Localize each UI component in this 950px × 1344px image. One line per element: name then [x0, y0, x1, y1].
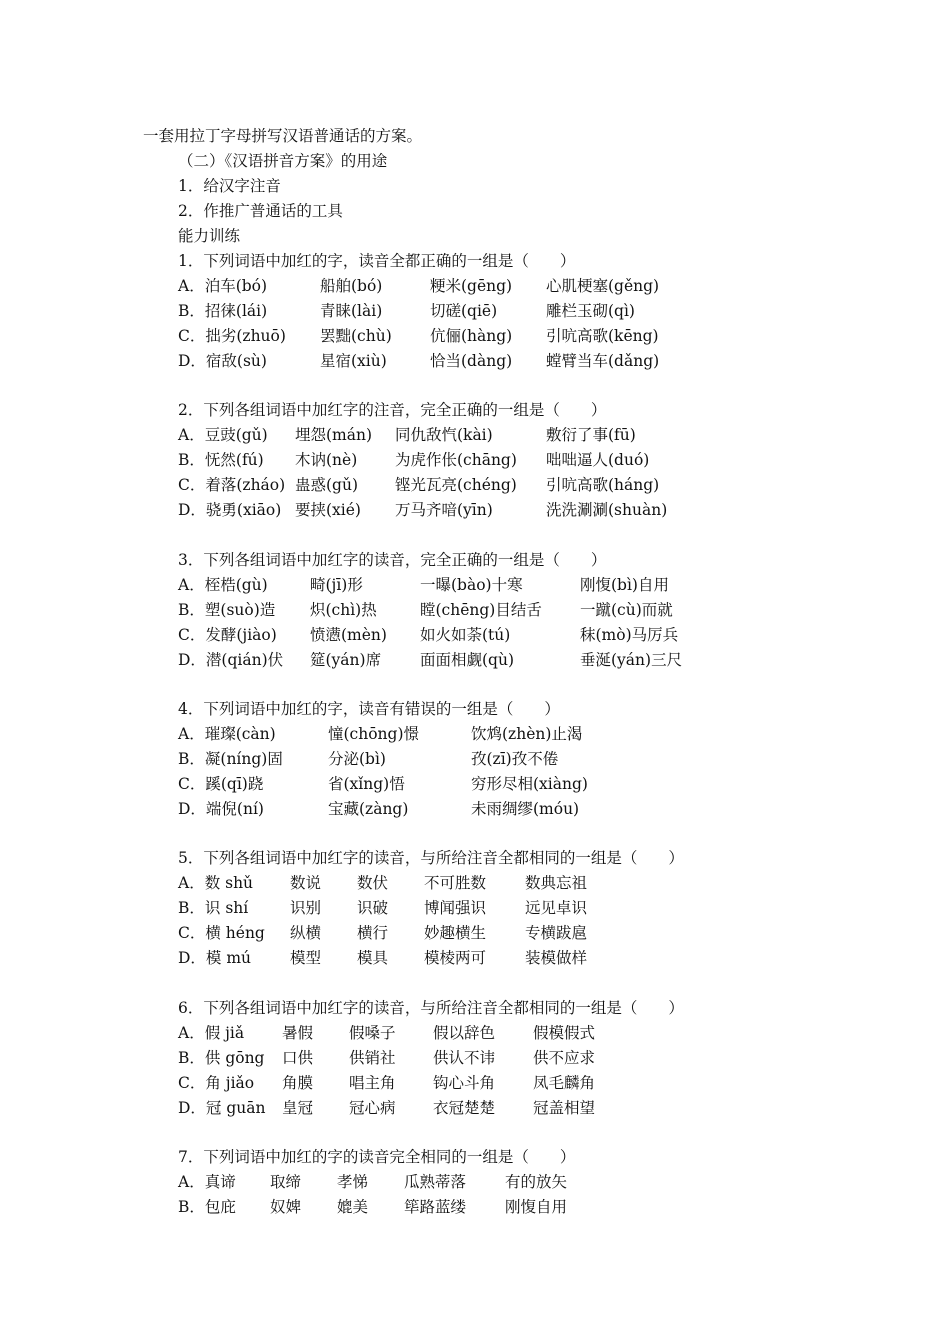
option-cell: B．凝(níng)固 [178, 750, 283, 768]
option-cell: 为虎作伥(chāng) [395, 451, 517, 469]
option-cell: 伉俪(hàng) [430, 327, 513, 345]
option-cell: 船舶(bó) [320, 277, 383, 295]
option-cell: D．宿敌(sù) [178, 352, 267, 370]
option-cell: B．怃然(fú) [178, 451, 264, 469]
option-cell: C．角 jiǎo [178, 1074, 255, 1092]
option-cell: B．招徕(lái) [178, 302, 268, 320]
option-cell: 畸(jī)形 [310, 576, 363, 594]
option-cell: 木讷(nè) [295, 451, 358, 469]
option-cell: 筵(yán)席 [310, 651, 382, 669]
option-cell: 模具 [357, 949, 389, 967]
option-cell: 切磋(qiē) [430, 302, 498, 320]
option-cell: 憧(chōng)憬 [328, 725, 419, 743]
question-stem: 1．下列词语中加红的字，读音全都正确的一组是（ ） [178, 252, 576, 270]
option-cell: 罢黜(chù) [320, 327, 392, 345]
option-cell: 愤懑(mèn) [310, 626, 387, 644]
option-cell: C．横 héng [178, 924, 265, 942]
option-cell: 假模假式 [533, 1024, 596, 1042]
use-item-2: 2．作推广普通话的工具 [178, 202, 343, 220]
option-cell: 瞠(chēng)目结舌 [420, 601, 542, 619]
option-cell: 有的放矢 [505, 1173, 568, 1191]
option-cell: C．着落(zháo) [178, 476, 286, 494]
option-cell: 数说 [290, 874, 322, 892]
option-cell: 敷衍了事(fū) [546, 426, 636, 444]
option-cell: 一曝(bào)十寒 [420, 576, 523, 594]
option-cell: 埋怨(mán) [295, 426, 373, 444]
option-cell: D．模 mú [178, 949, 252, 967]
intro-line-1: 一套用拉丁字母拼写汉语普通话的方案。 [143, 127, 423, 145]
option-cell: 分泌(bì) [328, 750, 386, 768]
option-cell: 恰当(dàng) [430, 352, 513, 370]
question-stem: 6．下列各组词语中加红字的读音，与所给注音全都相同的一组是（ ） [178, 999, 684, 1017]
option-cell: A．假 jiǎ [178, 1024, 245, 1042]
exercise-heading: 能力训练 [178, 227, 241, 245]
option-cell: 识破 [357, 899, 389, 917]
option-cell: 奴婢 [270, 1198, 302, 1216]
option-cell: D．潜(qián)伏 [178, 651, 284, 669]
option-cell: 垂涎(yán)三尺 [580, 651, 683, 669]
option-cell: 饮鸩(zhèn)止渴 [471, 725, 583, 743]
option-cell: A．泊车(bó) [178, 277, 268, 295]
option-cell: 如火如荼(tú) [420, 626, 511, 644]
option-cell: 孜(zī)孜不倦 [471, 750, 559, 768]
option-cell: B．塑(suò)造 [178, 601, 276, 619]
option-cell: C．蹊(qī)跷 [178, 775, 264, 793]
option-cell: 博闻强识 [424, 899, 487, 917]
option-cell: 引吭高歌(kēng) [546, 327, 659, 345]
option-cell: 刚愎(bì)自用 [580, 576, 669, 594]
option-cell: 一蹴(cù)而就 [580, 601, 673, 619]
option-cell: 万马齐喑(yīn) [395, 501, 493, 519]
option-cell: 供销社 [349, 1049, 396, 1067]
option-cell: 雕栏玉砌(qì) [546, 302, 635, 320]
question-stem: 2．下列各组词语中加红字的注音，完全正确的一组是（ ） [178, 401, 607, 419]
question-stem: 7．下列词语中加红的字的读音完全相同的一组是（ ） [178, 1148, 576, 1166]
option-cell: 蛊惑(gǔ) [295, 476, 358, 494]
option-cell: 取缔 [270, 1173, 302, 1191]
option-cell: 要挟(xié) [295, 501, 361, 519]
option-cell: 秣(mò)马厉兵 [580, 626, 679, 644]
option-cell: 钩心斗角 [433, 1074, 496, 1092]
option-cell: 数典忘祖 [525, 874, 588, 892]
option-cell: 面面相觑(qù) [420, 651, 514, 669]
option-cell: A．真谛 [178, 1173, 236, 1191]
option-cell: 专横跋扈 [525, 924, 588, 942]
option-cell: A．数 shǔ [178, 874, 254, 892]
option-cell: 口供 [282, 1049, 314, 1067]
option-cell: 唱主角 [349, 1074, 396, 1092]
option-cell: A．桎梏(gù) [178, 576, 268, 594]
option-cell: 冠盖相望 [533, 1099, 596, 1117]
option-cell: 心肌梗塞(gěng) [546, 277, 660, 295]
option-cell: 穷形尽相(xiàng) [471, 775, 588, 793]
option-cell: 宝藏(zàng) [328, 800, 409, 818]
option-cell: 模棱两可 [424, 949, 487, 967]
option-cell: 横行 [357, 924, 389, 942]
question-stem: 5．下列各组词语中加红字的读音，与所给注音全都相同的一组是（ ） [178, 849, 684, 867]
option-cell: 皇冠 [282, 1099, 314, 1117]
option-cell: 省(xǐng)悟 [328, 775, 405, 793]
option-cell: 洗洗涮涮(shuàn) [546, 501, 668, 519]
option-cell: 暑假 [282, 1024, 314, 1042]
option-cell: C．发酵(jiào) [178, 626, 277, 644]
option-cell: 同仇敌忾(kài) [395, 426, 493, 444]
option-cell: 假以辞色 [433, 1024, 496, 1042]
option-cell: 供不应求 [533, 1049, 596, 1067]
question-stem: 3．下列各组词语中加红字的读音，完全正确的一组是（ ） [178, 551, 607, 569]
question-stem: 4．下列词语中加红的字，读音有错误的一组是（ ） [178, 700, 560, 718]
option-cell: 孝悌 [337, 1173, 369, 1191]
option-cell: 供认不讳 [433, 1049, 496, 1067]
option-cell: 妙趣横生 [424, 924, 487, 942]
option-cell: 粳米(gēng) [430, 277, 513, 295]
option-cell: 纵横 [290, 924, 322, 942]
option-cell: 角膜 [282, 1074, 314, 1092]
option-cell: D．冠 guān [178, 1099, 266, 1117]
option-cell: 假嗓子 [349, 1024, 396, 1042]
use-item-1: 1．给汉字注音 [178, 177, 281, 195]
option-cell: 装模做样 [525, 949, 588, 967]
option-cell: 星宿(xiù) [320, 352, 387, 370]
option-cell: 铿光瓦亮(chéng) [395, 476, 517, 494]
option-cell: 筚路蓝缕 [404, 1198, 467, 1216]
option-cell: A．豆豉(gǔ) [178, 426, 268, 444]
option-cell: 引吭高歌(háng) [546, 476, 660, 494]
option-cell: 刚愎自用 [505, 1198, 568, 1216]
option-cell: 青睐(lài) [320, 302, 383, 320]
option-cell: 识别 [290, 899, 322, 917]
section-heading: （二）《汉语拼音方案》的用途 [178, 152, 388, 170]
option-cell: A．璀璨(càn) [178, 725, 276, 743]
option-cell: B．包庇 [178, 1198, 236, 1216]
option-cell: D．骁勇(xiāo) [178, 501, 282, 519]
option-cell: 螳臂当车(dǎng) [546, 352, 660, 370]
option-cell: D．端倪(ní) [178, 800, 264, 818]
option-cell: B．供 gōng [178, 1049, 265, 1067]
option-cell: 远见卓识 [525, 899, 588, 917]
option-cell: 凤毛麟角 [533, 1074, 596, 1092]
option-cell: C．拙劣(zhuō) [178, 327, 286, 345]
option-cell: 瓜熟蒂落 [404, 1173, 467, 1191]
option-cell: B．识 shí [178, 899, 249, 917]
option-cell: 媲美 [337, 1198, 369, 1216]
option-cell: 未雨绸缪(móu) [471, 800, 580, 818]
option-cell: 衣冠楚楚 [433, 1099, 496, 1117]
option-cell: 炽(chì)热 [310, 601, 377, 619]
option-cell: 模型 [290, 949, 322, 967]
option-cell: 不可胜数 [424, 874, 487, 892]
option-cell: 咄咄逼人(duó) [546, 451, 650, 469]
option-cell: 数伏 [357, 874, 389, 892]
option-cell: 冠心病 [349, 1099, 396, 1117]
